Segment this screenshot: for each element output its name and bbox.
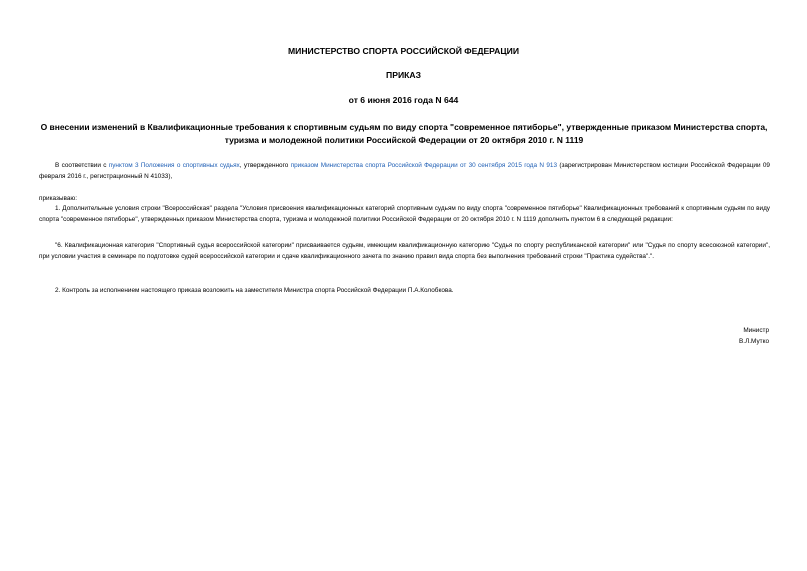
intro-text-2: , утвержденного	[239, 162, 291, 169]
item-2-paragraph: 2. Контроль за исполнением настоящего приказа возложить на заместителя Министра спорта Российской Федерации П.А.Колобкова.	[55, 287, 454, 294]
link-judges-regulation[interactable]: пунктом 3 Положения о спортивных судьях	[108, 162, 240, 169]
item-1-paragraph: 1. Дополнительные условия строки "Всероссийская" раздела "Условия присвоения квалификационных категорий спортивным судьям по виду спорта "современное пятиборье" Квалификационных требований к спортивным судьям по виду спорта "современное пятиборье", утвержденных приказом Министерства спорта, туризма и молодежной политики Российской Федерации от 20 октября 2010 г. N 1119 дополнить пунктом 6 в следующей редакции:	[39, 205, 770, 223]
decree-word: приказываю:	[39, 195, 77, 202]
signatory-name: В.Л.Мутко	[739, 338, 769, 345]
intro-text-1: В соответствии с	[55, 162, 109, 169]
signatory-title: Министр	[743, 327, 769, 334]
document-date-number: от 6 июня 2016 года N 644	[348, 95, 459, 105]
quoted-amendment-paragraph: "6. Квалификационная категория "Спортивный судья всероссийской категории" присваивается судьям, имеющим квалификационную категорию "Судья по спорту республиканской категории" или "Судья по спорту всесоюзной категории", при условии участия в семинаре по подготовке судей всероссийской категории и сдаче квалификационного зачета по знанию правил вида спорта без выполнения требований строки "Практика судейства".".	[39, 242, 770, 260]
link-ministry-order-913[interactable]: приказом Министерства спорта Российской Федерации от 30 сентября 2015 года N 913	[290, 162, 558, 169]
intro-paragraph	[39, 161, 770, 182]
intro-text-3: (зарегистрирован Министерством юстиции Российской Федерации 09 февраля 2016 г., регистрационный N 41033),	[39, 162, 770, 180]
ministry-name: МИНИСТЕРСТВО СПОРТА РОССИЙСКОЙ ФЕДЕРАЦИИ	[287, 46, 519, 56]
document-title: О внесении изменений в Квалификационные требования к спортивным судьям по виду спорта "современное пятиборье", утвержденные приказом Министерства спорта, туризма и молодежной политики Российской Федерации от 20 октября 2010 г. N 1119	[40, 122, 768, 145]
document-type: ПРИКАЗ	[386, 70, 421, 80]
